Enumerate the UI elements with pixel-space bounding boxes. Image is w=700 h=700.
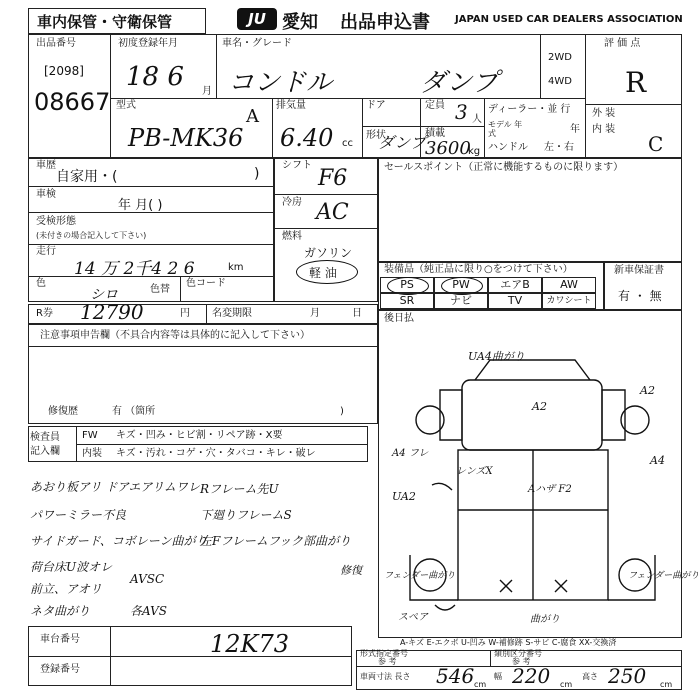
drive-4wd: 4WD xyxy=(548,76,572,87)
chassis-label: 車台番号 xyxy=(40,634,80,645)
model-suffix: A xyxy=(246,106,259,127)
category-label: 類別区分番号 xyxy=(494,649,542,658)
repair-label: 修復歴 xyxy=(48,406,78,417)
inspection-label: 車検 xyxy=(36,189,56,200)
width-unit: cm xyxy=(560,680,573,689)
color-label: 色 xyxy=(36,278,46,289)
drive-2wd: 2WD xyxy=(548,52,572,63)
equipment-item-4: AW xyxy=(542,277,596,293)
fuel-label: 燃料 xyxy=(282,231,302,242)
diag-label-6: レンズX xyxy=(456,466,493,477)
notes-label: 注意事項申告欄（不具合内容等は具体的に記入して下さい） xyxy=(40,330,310,341)
capacity-unit: 人 xyxy=(472,114,482,125)
grade-value: R xyxy=(625,66,647,99)
recycle-unit: 円 xyxy=(180,308,190,319)
length-unit: cm xyxy=(474,680,487,689)
inspector-row1-a: FW xyxy=(82,430,98,441)
load-label: 積載 xyxy=(425,128,445,139)
exterior-label: 外 装 xyxy=(592,108,616,119)
diag-label-8: Aハザ F2 xyxy=(528,484,572,495)
displacement-label: 排気量 xyxy=(276,100,306,111)
form-title: 出品申込書 xyxy=(340,12,430,33)
note-6: ネタ曲がり xyxy=(30,604,91,618)
model-label: 型式 xyxy=(116,100,136,111)
handle-options: 左・右 xyxy=(544,142,574,153)
inspector-entry-label: 記入欄 xyxy=(30,446,60,457)
model-value: PB-MK36 xyxy=(128,124,244,152)
x-mark-2 xyxy=(555,580,567,592)
lot-label: 出品番号 xyxy=(36,38,76,49)
rear-label: 後日払 xyxy=(384,313,414,324)
recycle-label: R券 xyxy=(36,308,53,319)
capacity-label: 定員 xyxy=(425,100,445,111)
reg-label: 登録番号 xyxy=(40,664,80,675)
diag-label-4: A4 フレ xyxy=(392,448,429,459)
fuel-diesel-circle xyxy=(296,260,358,284)
first-reg-label: 初度登録年月 xyxy=(118,38,178,49)
storage-label-box xyxy=(28,8,206,34)
note-9: 左Fフレームフック部曲がり xyxy=(200,534,352,548)
mileage-label: 走行 xyxy=(36,246,56,257)
chassis-value: 12K73 xyxy=(210,630,290,658)
vehicle-name: コンドル xyxy=(228,68,333,98)
equipment-item-2: PW xyxy=(434,277,488,293)
diagram-legend: A-キズ E-エクボ U-凹み W-補修跡 S-サビ C-腐食 XX-交換済 xyxy=(400,638,617,647)
height-value: 250 xyxy=(608,664,647,688)
width-label: 幅 xyxy=(494,672,502,681)
grade-label: 評 価 点 xyxy=(604,38,641,49)
inspector-label: 検査員 xyxy=(30,432,60,443)
name-grade-label: 車名・グレード xyxy=(222,38,292,49)
equipment-item-7: TV xyxy=(488,293,542,309)
note-12: 修復 xyxy=(340,564,362,577)
inspector-row1-b: キズ・凹み・ヒビ割・リペア跡・X要 xyxy=(116,430,283,441)
shape-label: 形状 xyxy=(366,130,386,141)
cooling-label: 冷房 xyxy=(282,197,302,208)
model-year-label: モデル 年式 xyxy=(488,120,523,138)
history-close: ) xyxy=(254,166,260,182)
diag-label-3: A2 xyxy=(640,384,655,397)
diag-label-10: フェンダー曲がり xyxy=(628,571,700,581)
equipment-item-8: カワシート xyxy=(542,293,596,309)
height-unit: cm xyxy=(660,680,673,689)
length-value: 546 xyxy=(436,664,475,688)
width-value: 220 xyxy=(512,664,551,688)
mileage-unit: km xyxy=(228,262,244,273)
mileage-value: 14 万 2千4 2 6 xyxy=(74,259,195,279)
shape-value: ダンプ xyxy=(378,133,427,152)
color-change-label: 色替 xyxy=(150,284,170,295)
sales-point-label: セールスポイント（正常に機能するものに限ります） xyxy=(384,162,624,173)
first-reg-value: 18 6 xyxy=(126,62,184,92)
repair-value: 有 （箇所 xyxy=(112,406,156,417)
spare-tire xyxy=(435,605,455,610)
inspection-fields: 年 月( ) xyxy=(118,198,163,213)
x-mark-1 xyxy=(500,580,512,592)
note-7: Rフレーム先U xyxy=(200,482,279,496)
name-change-day: 日 xyxy=(352,308,362,319)
new-warranty-label: 新車保証書 xyxy=(614,265,664,276)
diag-label-1: UA4曲がり xyxy=(468,350,525,363)
ref-label-2: 参 考 xyxy=(512,657,531,666)
note-3: サイドガード、コボレーン曲がり xyxy=(30,534,208,548)
repair-close: ) xyxy=(340,406,344,417)
ref-label-1: 参 考 xyxy=(378,657,397,666)
load-unit: kg xyxy=(468,146,481,157)
form-model-label: 形式指定番号 xyxy=(360,649,408,658)
interior-label: 内 装 xyxy=(592,124,616,135)
note-10: AVSC xyxy=(130,572,165,586)
handle-label: ハンドル xyxy=(488,142,528,153)
displacement-value: 6.40 xyxy=(280,124,334,152)
color-value: シロ xyxy=(90,287,118,303)
logo-mark: JU xyxy=(248,10,266,28)
month-unit: 月 xyxy=(202,86,212,97)
name-change-label: 名変期限 xyxy=(212,308,252,319)
cab-outline xyxy=(462,380,602,450)
inspector-row2-b: キズ・汚れ・コゲ・穴・タバコ・キレ・破レ xyxy=(116,448,316,459)
note-5: 前立、アオリ xyxy=(30,582,102,596)
shift-label: シフト xyxy=(282,160,312,171)
equipment-label: 装備品（純正品に限り○をつけて下さい） xyxy=(384,264,573,275)
lot-number: 08667 xyxy=(34,88,111,116)
shift-value: F6 xyxy=(318,166,348,191)
diag-label-11: スペア xyxy=(398,612,428,623)
ju-logo xyxy=(237,8,277,30)
recycle-value: 12790 xyxy=(80,300,144,324)
interior-value: C xyxy=(648,132,664,156)
diag-label-12: 曲がり xyxy=(530,614,560,625)
equipment-item-6: ナビ xyxy=(434,293,488,309)
logo-text: 愛知 xyxy=(282,12,318,33)
capacity-value: 3 xyxy=(455,100,468,124)
name-change-month: 月 xyxy=(310,308,320,319)
lot-sub-number: [2098] xyxy=(44,64,84,78)
inspector-row2-a: 内装 xyxy=(82,448,102,459)
equipment-item-1: PS xyxy=(380,277,434,293)
height-label: 高さ xyxy=(582,672,598,681)
equipment-item-5: SR xyxy=(380,293,434,309)
history-label: 車歴 xyxy=(36,160,56,171)
main-top-table xyxy=(28,34,682,158)
displacement-unit: cc xyxy=(342,138,353,149)
fuel-diesel: 軽 油 xyxy=(309,266,337,280)
association-name: JAPAN USED CAR DEALERS ASSOCIATION xyxy=(455,14,683,25)
model-year-unit: 年 xyxy=(570,124,580,135)
color-code-label: 色コード xyxy=(186,278,226,289)
diag-label-5: A4 xyxy=(650,454,665,467)
dealer-label: ディーラー・並 行 xyxy=(488,104,571,115)
diag-label-9: フェンダー曲がり xyxy=(384,571,456,581)
length-label: 車両寸法 長さ xyxy=(360,672,411,681)
reception-label: 受検形態 xyxy=(36,216,76,227)
cooling-value: AC xyxy=(316,200,349,225)
equipment-item-3: エアB xyxy=(488,277,542,293)
load-value: 3600 xyxy=(425,138,471,159)
note-11: 各AVS xyxy=(130,604,167,618)
diag-label-7: UA2 xyxy=(392,490,416,503)
new-warranty-options: 有 ・ 無 xyxy=(618,289,662,303)
storage-label: 車内保管・守衛保管 xyxy=(37,13,173,31)
history-value: 自家用・( xyxy=(56,169,118,185)
door-label: ドア xyxy=(366,100,386,111)
note-1: あおり板アリ ドアエアリムワレ xyxy=(30,480,200,494)
diag-label-2: A2 xyxy=(532,400,547,413)
reception-note: (未付きの場合記入して下さい) xyxy=(36,231,147,240)
note-4: 荷台床U波オレ xyxy=(30,560,113,574)
note-8: 下廻りフレームS xyxy=(200,508,292,522)
mark-wavy xyxy=(432,483,452,490)
vehicle-grade: ダンプ xyxy=(420,68,499,98)
note-2: パワーミラー不良 xyxy=(30,508,127,522)
fuel-gasoline: ガソリン xyxy=(304,246,353,260)
